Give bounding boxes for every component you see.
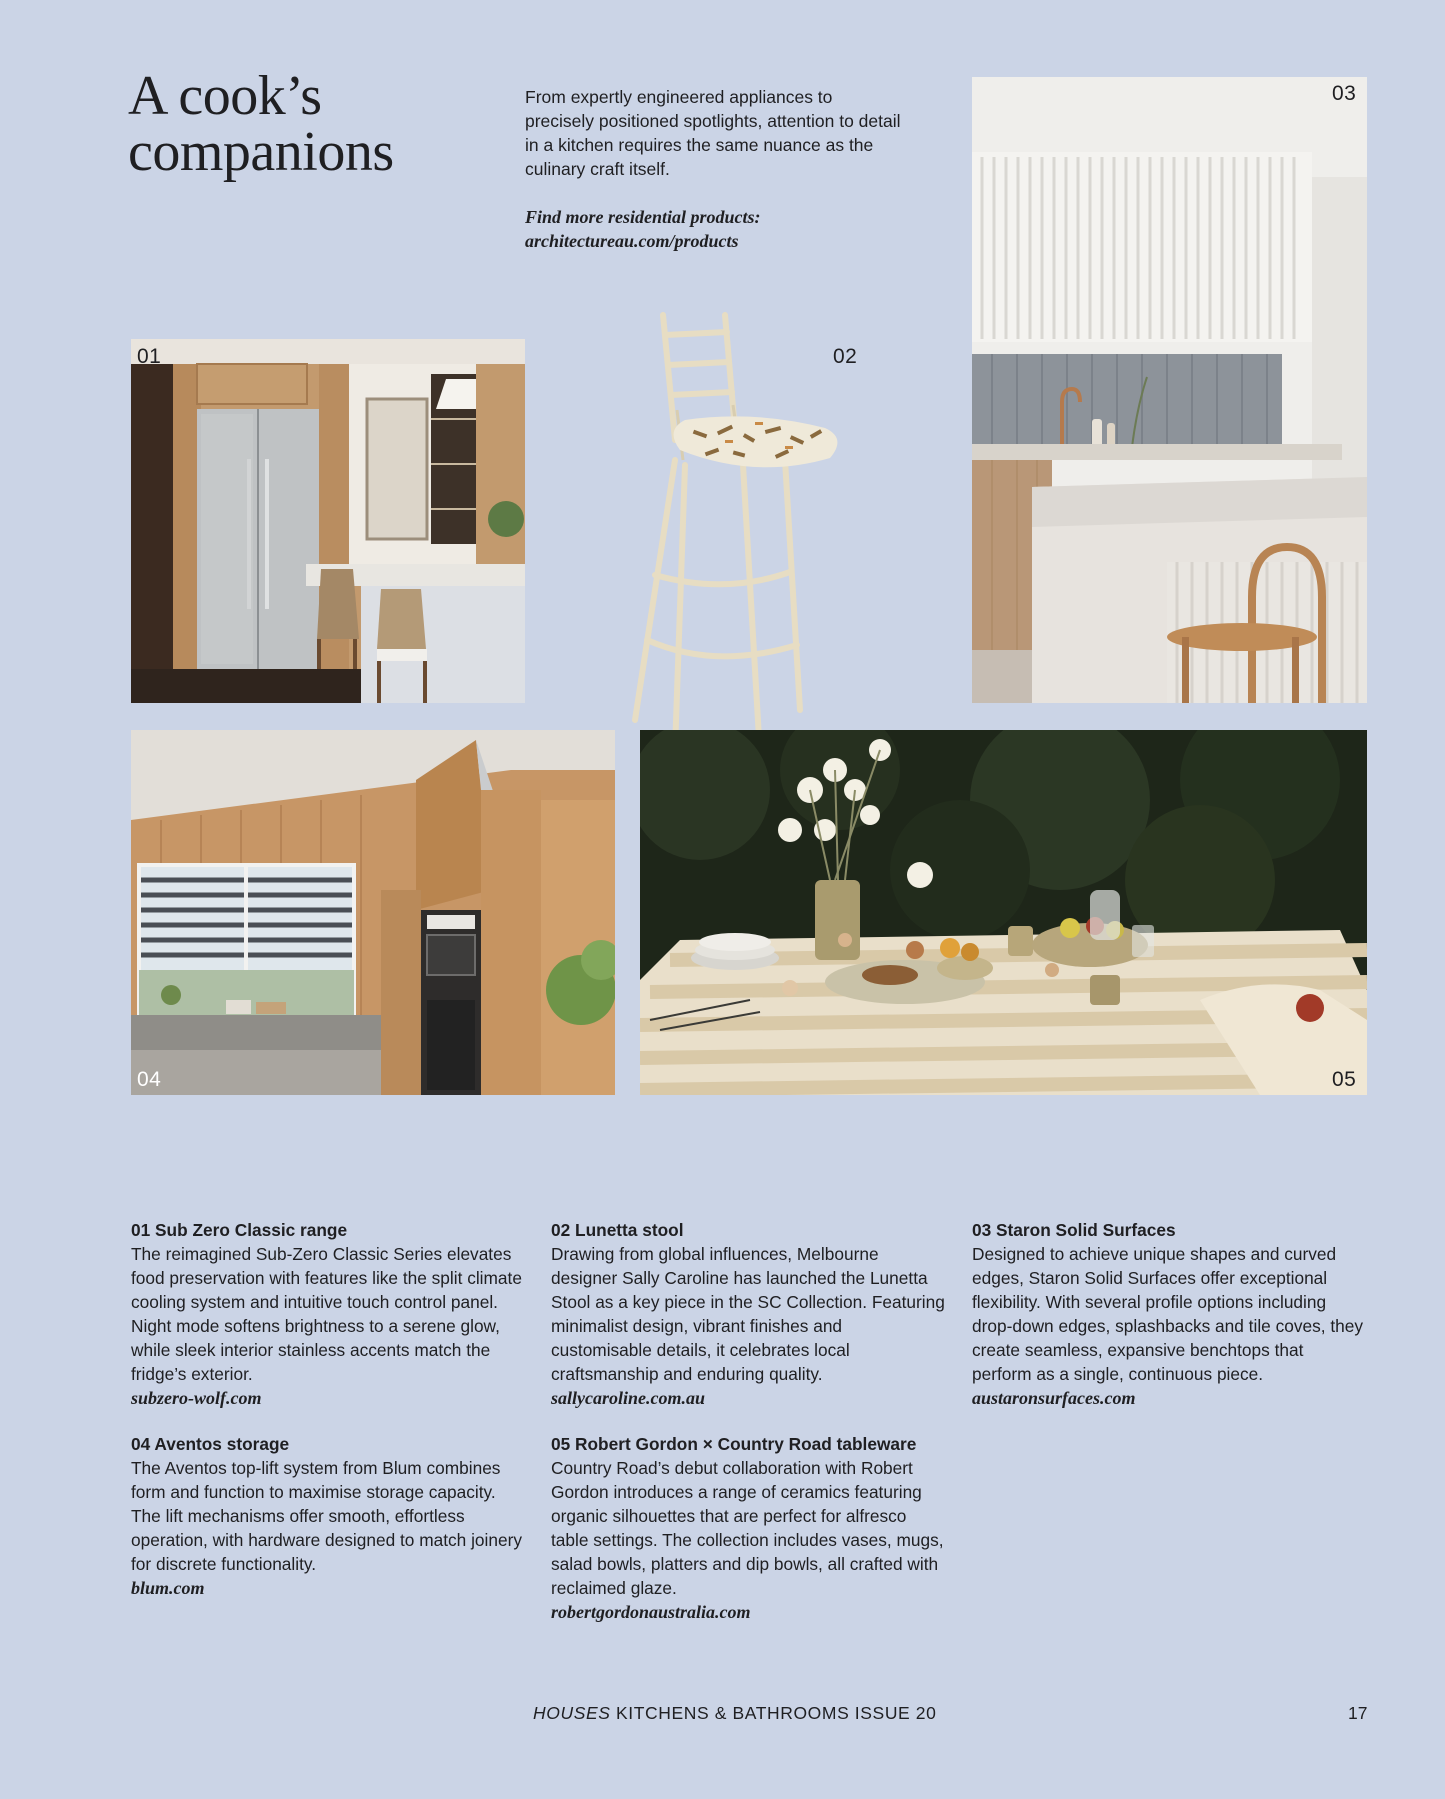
product-url[interactable]: subzero-wolf.com xyxy=(131,1388,262,1408)
footer-issue: KITCHENS & BATHROOMS ISSUE 20 xyxy=(615,1703,937,1723)
product-item-05 xyxy=(551,1432,946,1624)
photo-04-aventos-kitchen xyxy=(131,730,615,1095)
photo-number-04: 04 xyxy=(137,1068,162,1091)
product-body: The Aventos top-lift system from Blum combines form and function to maximise storage capacity. The lift mechanisms offer smooth, effortless operation, with hardware designed to match joinery for discrete functionality. xyxy=(131,1458,522,1574)
footer-magazine xyxy=(533,1703,936,1724)
intro-text: From expertly engineered appliances to precisely positioned spotlights, attention to detail in a kitchen requires the same nuance as the culinary craft itself. xyxy=(525,87,901,179)
lunetta-stool-illustration xyxy=(625,310,895,765)
find-more xyxy=(525,205,905,253)
photo-03-staron-kitchen xyxy=(972,77,1367,703)
photo-05-tableware xyxy=(640,730,1367,1095)
product-item-02 xyxy=(551,1218,946,1410)
footer-magazine-name: HOUSES xyxy=(533,1703,611,1723)
product-heading: 02 Lunetta stool xyxy=(551,1220,684,1240)
aventos-kitchen-illustration xyxy=(131,730,615,1095)
product-item-04 xyxy=(131,1432,526,1600)
staron-kitchen-illustration xyxy=(972,77,1367,703)
find-more-label: Find more residential products: xyxy=(525,207,761,227)
product-body: Country Road’s debut collaboration with Robert Gordon introduces a range of ceramics featuring organic silhouettes that are perfect for alfresco table settings. The collection includes vases, mugs, salad bowls, platters and dip bowls, all crafted with reclaimed glaze. xyxy=(551,1458,944,1598)
photo-number-05: 05 xyxy=(1332,1068,1357,1091)
product-item-01 xyxy=(131,1218,526,1410)
product-body: Designed to achieve unique shapes and curved edges, Staron Solid Surfaces offer exceptional flexibility. With several profile options including drop-down edges, splashbacks and tile coves, they create seamless, expansive benchtops that perform as a single, continuous piece. xyxy=(972,1244,1363,1384)
tableware-illustration xyxy=(640,730,1367,1095)
product-body: The reimagined Sub-Zero Classic Series elevates food preservation with features like the split climate cooling system and intuitive touch control panel. Night mode softens brightness to a serene glow, while sleek interior stainless accents match the fridge’s exterior. xyxy=(131,1244,522,1384)
product-url[interactable]: sallycaroline.com.au xyxy=(551,1388,705,1408)
product-heading: 01 Sub Zero Classic range xyxy=(131,1220,348,1240)
photo-number-03: 03 xyxy=(1332,82,1357,105)
title-line-1: A cook’s xyxy=(128,65,322,127)
page-footer xyxy=(0,1703,1445,1727)
product-url[interactable]: blum.com xyxy=(131,1578,205,1598)
page-number: 17 xyxy=(1348,1703,1368,1723)
page-title xyxy=(128,65,508,183)
product-heading: 03 Staron Solid Surfaces xyxy=(972,1220,1176,1240)
photo-number-02: 02 xyxy=(833,345,858,368)
product-item-03 xyxy=(972,1218,1367,1410)
photo-number-01: 01 xyxy=(137,345,162,368)
product-heading: 04 Aventos storage xyxy=(131,1434,290,1454)
title-line-2: companions xyxy=(128,121,394,183)
product-url[interactable]: austaronsurfaces.com xyxy=(972,1388,1136,1408)
intro-block xyxy=(525,85,905,253)
product-heading: 05 Robert Gordon × Country Road tableware xyxy=(551,1434,917,1454)
product-body: Drawing from global influences, Melbourne designer Sally Caroline has launched the Lunetta Stool as a key piece in the SC Collection. Featuring minimalist design, vibrant finishes and customisable details, it celebrates local craftsmanship and enduring quality. xyxy=(551,1244,945,1384)
find-more-url[interactable]: architectureau.com/products xyxy=(525,231,739,251)
photo-01-subzero-kitchen xyxy=(131,339,525,703)
subzero-kitchen-illustration xyxy=(131,339,525,703)
product-url[interactable]: robertgordonaustralia.com xyxy=(551,1602,751,1622)
